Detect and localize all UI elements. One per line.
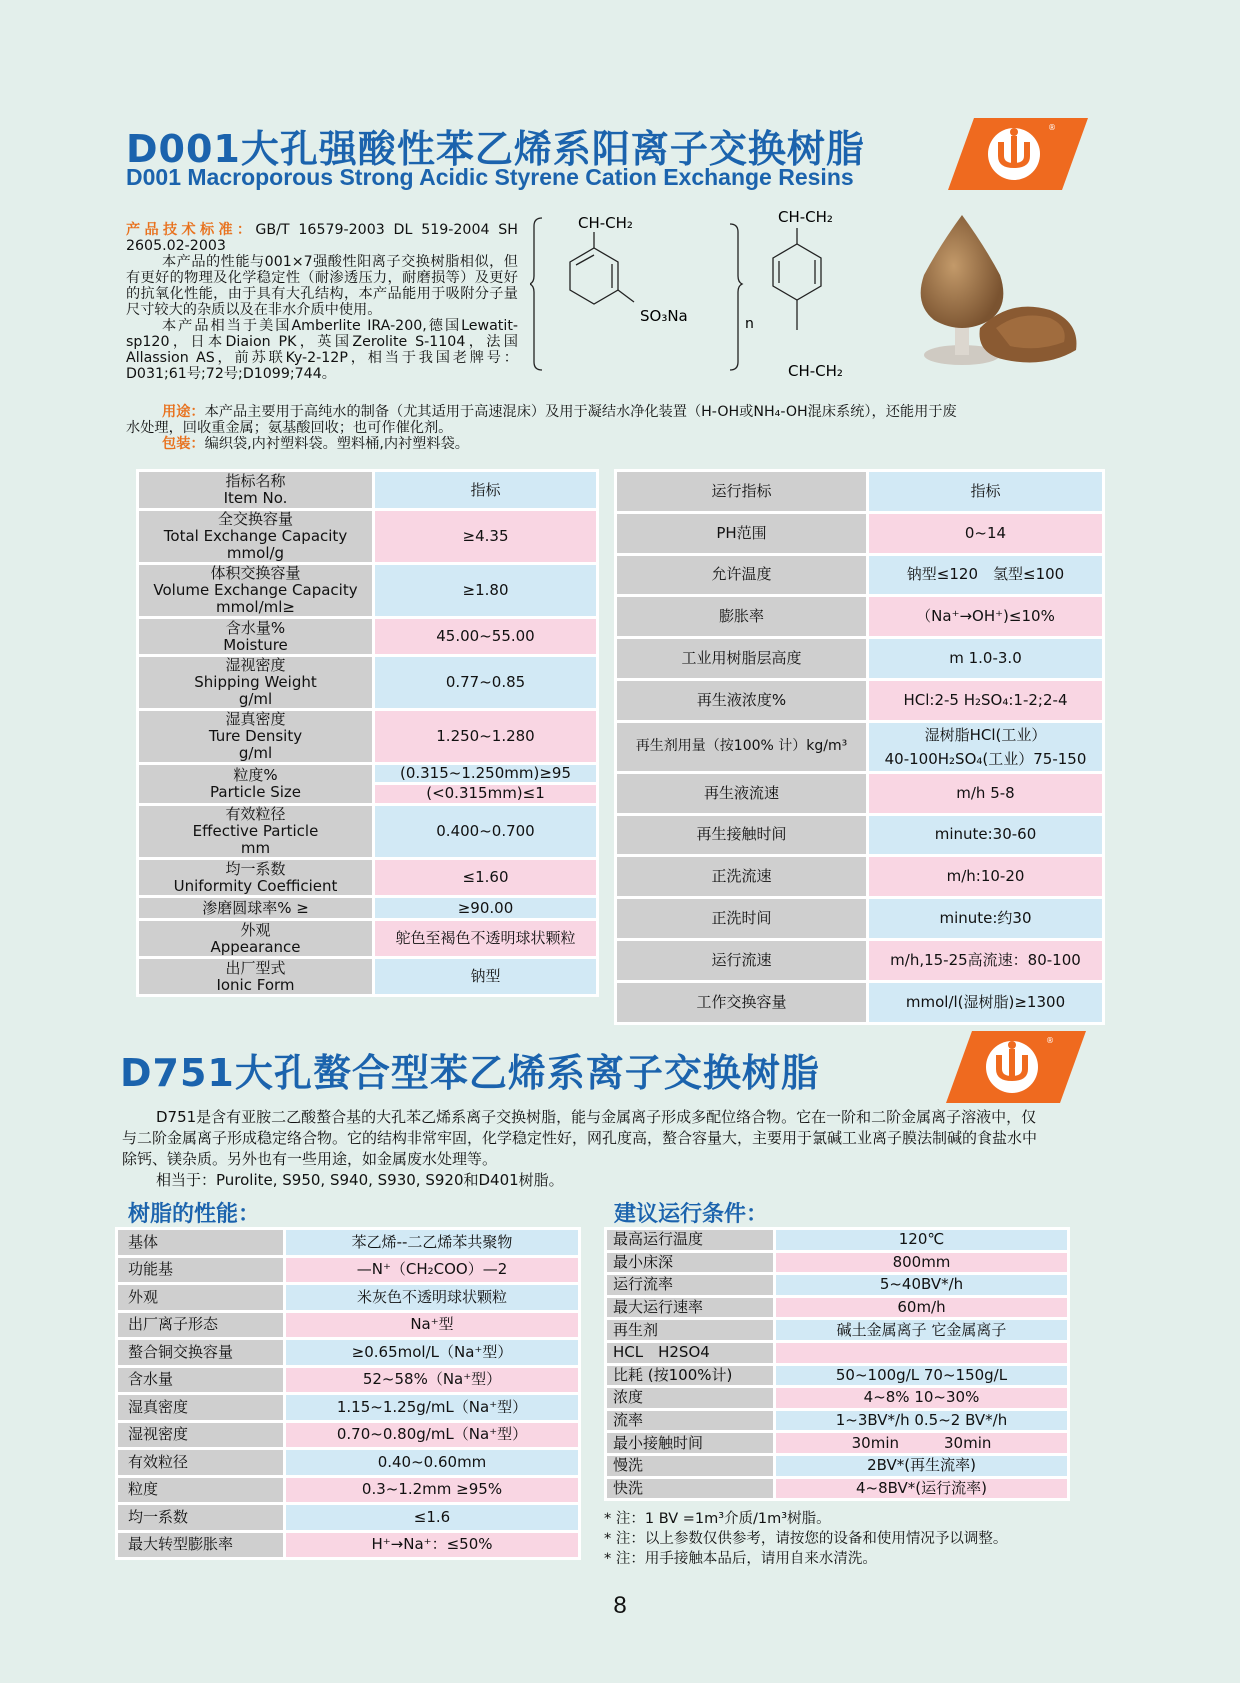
cond-row-name: 最高运行温度 [607,1230,773,1250]
perf-row-value: 0.40~0.60mm [286,1450,578,1475]
op-row-name: 再生液浓度% [617,681,866,720]
formula-n: n [745,316,754,332]
pack-label: 包装： [162,436,205,452]
cond-row-name: 浓度 [607,1388,773,1408]
cond-section-title: 建议运行条件： [614,1202,769,1227]
perf-section-title: 树脂的性能： [128,1202,261,1227]
formula-group-2: SO₃Na [640,307,688,325]
cond-row-name: 最小床深 [607,1253,773,1273]
formula-group-1: CH-CH₂ [578,214,633,232]
spec-row-value: 1.250~1.280 [375,711,596,762]
company-logo-icon [948,118,1088,190]
spec-row-name: 粒度% Particle Size [139,765,372,803]
cond-row-name: HCL H2SO4 [607,1343,773,1363]
cond-row-name: 最小接触时间 [607,1433,773,1453]
perf-row-value: ≥0.65mol/L（Na⁺型） [286,1340,578,1365]
perf-row-value: 苯乙烯--二乙烯苯共聚物 [286,1230,578,1255]
spec-head-name: 指标名称 Item No. [139,472,372,508]
op-row-value: HCl:2-5 H₂SO₄:1-2;2-4 [869,681,1102,720]
op-row-value: 湿树脂HCl(工业） 40-100H₂SO₄(工业）75-150 [869,723,1102,771]
d001-title-en: D001 Macroporous Strong Acidic Styrene Cation Exchange Resins [126,164,854,190]
perf-row-name: 外观 [118,1285,283,1310]
d001-usage [126,404,966,452]
perf-row-value: Na⁺型 [286,1313,578,1338]
perf-row-name: 含水量 [118,1368,283,1393]
formula-group-3: CH-CH₂ [778,210,833,226]
op-row-name: 再生液流速 [617,774,866,813]
op-row-value: m/h,15-25高流速：80-100 [869,941,1102,980]
cond-row-name: 慢洗 [607,1456,773,1476]
spec-row-name: 全交换容量 Total Exchange Capacity mmol/g [139,511,372,562]
op-row-name: 再生剂用量（按100% 计）kg/m³ [617,723,866,771]
usage-text: 本产品主要用于高纯水的制备（尤其适用于高速混床）及用于凝结水净化装置（H-OH或NH₄-OH混床系统），还能用于废水处理，回收重金属；氨基酸回收；也可作催化剂。 [126,404,957,436]
particle-size-cell [375,765,596,803]
perf-row-name: 湿真密度 [118,1395,283,1420]
spec-row-name: 含水量% Moisture [139,619,372,654]
op-row-name: 膨胀率 [617,597,866,636]
spec-row-value: 45.00~55.00 [375,619,596,654]
resin-powder-image [900,210,1080,375]
d751-title-cn: D751大孔螯合型苯乙烯系离子交换树脂 [120,1051,820,1095]
perf-row-value: 0.70~0.80g/mL（Na⁺型） [286,1423,578,1448]
op-row-name: 运行流速 [617,941,866,980]
perf-row-value: 米灰色不透明球状颗粒 [286,1285,578,1310]
op-head-value: 指标 [869,472,1102,511]
pack-text: 编织袋,内衬塑料袋。塑料桶,内衬塑料袋。 [204,436,469,452]
company-logo-icon [946,1031,1086,1103]
op-row-value: 0~14 [869,514,1102,553]
d001-intro [126,222,518,382]
op-row-value: （Na⁺→OH⁺)≤10% [869,597,1102,636]
op-row-value: minute:30-60 [869,816,1102,855]
cond-row-name: 快洗 [607,1479,773,1499]
perf-row-value: 0.3~1.2mm ≥95% [286,1478,578,1503]
notes [604,1509,1007,1569]
perf-row-name: 有效粒径 [118,1450,283,1475]
d001-para2: 本产品相当于美国Amberlite IRA-200,德国Lewatit-sp120，日本Diaion PK，英国Zerolite S-1104，法国Allassion AS，前苏联Ky-2-12P，相当于我国老牌号：D031;61号;72号;D1099;744。 [126,318,518,382]
cond-row-name: 比耗 (按100%计) [607,1366,773,1386]
d751-condition-table [604,1227,1070,1501]
cond-row-name: 最大运行速率 [607,1298,773,1318]
perf-row-value: H⁺→Na⁺：≤50% [286,1533,578,1558]
spec-row-name: 湿视密度 Shipping Weight g/ml [139,657,372,708]
spec-row-value: ≤1.60 [375,860,596,895]
cond-row-value: 2BV*(再生流率) [776,1456,1067,1476]
d751-desc-text: D751是含有亚胺二乙酸螯合基的大孔苯乙烯系离子交换树脂，能与金属离子形成多配位络合物。它在一阶和二阶金属离子溶液中，仅与二阶金属离子形成稳定络合物。它的结构非常牢固，化学稳定性好，网孔度高，螯合容量大，主要用于氯碱工业离子膜法制碱的食盐水中除钙、镁杂质。另外也有一些用途，如金属废水处理等。 [122,1108,1038,1168]
op-row-name: 再生接触时间 [617,816,866,855]
d751-equiv-text: 相当于：Purolite, S950, S940, S930, S920和D401树脂。 [156,1171,564,1189]
d751-performance-table [115,1227,581,1560]
cond-row-value: 5~40BV*/h [776,1275,1067,1295]
op-row-name: 正洗流速 [617,857,866,896]
perf-row-name: 湿视密度 [118,1423,283,1448]
formula-group-4: CH-CH₂ [788,362,843,380]
cond-row-value: 碱土金属离子 它金属离子 [776,1320,1067,1340]
perf-row-name: 功能基 [118,1258,283,1283]
spec-row-name: 外观 Appearance [139,921,372,956]
spec-row-name: 均一系数 Uniformity Coefficient [139,860,372,895]
d001-para1: 本产品的性能与001×7强酸性阳离子交换树脂相似，但有更好的物理及化学稳定性（耐渗透压力，耐磨损等）及更好的抗氧化性能，由于具有大孔结构，本产品能用于吸附分子量尺寸较大的杂质以及在非水介质中使用。 [126,254,518,318]
perf-row-value: 52~58%（Na⁺型） [286,1368,578,1393]
spec-row-value2: (<0.315mm)≤1 [375,785,596,803]
cond-row-value: 4~8% 10~30% [776,1388,1067,1408]
perf-row-name: 螯合铜交换容量 [118,1340,283,1365]
cond-row-value: 800mm [776,1253,1067,1273]
op-row-value: minute:约30 [869,899,1102,938]
spec-row-name: 体积交换容量 Volume Exchange Capacity mmol/ml≥ [139,565,372,616]
op-head-name: 运行指标 [617,472,866,511]
d001-operation-table [614,469,1105,1025]
svg-text:®: ® [1046,1036,1054,1045]
structural-formula [530,210,910,385]
standard-label: 产品技术标准： [126,222,256,238]
spec-row-value: 0.400~0.700 [375,806,596,857]
op-row-name: 正洗时间 [617,899,866,938]
spec-row-value: 钠型 [375,959,596,994]
spec-row-value: (0.315~1.250mm)≥95 [375,765,596,782]
spec-row-value: ≥4.35 [375,511,596,562]
cond-row-value [776,1343,1067,1363]
perf-row-value: ≤1.6 [286,1505,578,1530]
d001-title-cn: D001大孔强酸性苯乙烯系阳离子交换树脂 [126,127,865,171]
op-row-value: 钠型≤120 氢型≤100 [869,556,1102,595]
spec-row-value: ≥1.80 [375,565,596,616]
op-row-name: 工业用树脂层高度 [617,639,866,678]
standard-text: GB/T 16579-2003 DL 519-2004 SH 2605.02-2003 [126,222,518,254]
op-row-value: m 1.0-3.0 [869,639,1102,678]
d001-spec-table [136,469,599,997]
spec-row-name: 有效粒径 Effective Particle mm [139,806,372,857]
spec-row-name: 出厂型式 Ionic Form [139,959,372,994]
perf-row-name: 均一系数 [118,1505,283,1530]
cond-row-value: 4~8BV*(运行流率) [776,1479,1067,1499]
cond-row-value: 120℃ [776,1230,1067,1250]
cond-row-name: 运行流率 [607,1275,773,1295]
cond-row-name: 再生剂 [607,1320,773,1340]
perf-row-name: 最大转型膨胀率 [118,1533,283,1558]
perf-row-name: 出厂离子形态 [118,1313,283,1338]
op-row-name: PH范围 [617,514,866,553]
cond-row-value: 1~3BV*/h 0.5~2 BV*/h [776,1411,1067,1431]
spec-row-name: 渗磨圆球率% ≥ [139,898,372,918]
note-line: * 注：用手接触本品后，请用自来水清洗。 [604,1551,877,1567]
note-line: * 注：以上参数仅供参考，请按您的设备和使用情况予以调整。 [604,1531,1008,1547]
cond-row-value: 30min 30min [776,1433,1067,1453]
perf-row-name: 粒度 [118,1478,283,1503]
op-row-value: m/h 5-8 [869,774,1102,813]
usage-label: 用途： [162,404,205,420]
spec-row-value: 0.77~0.85 [375,657,596,708]
spec-row-name: 湿真密度 Ture Density g/ml [139,711,372,762]
perf-row-value: —N⁺（CH₂COO）—2 [286,1258,578,1283]
cond-row-name: 流率 [607,1411,773,1431]
op-row-value: m/h:10-20 [869,857,1102,896]
op-row-name: 允许温度 [617,556,866,595]
perf-row-value: 1.15~1.25g/mL（Na⁺型） [286,1395,578,1420]
op-row-value: mmol/l(湿树脂)≥1300 [869,983,1102,1022]
op-row-name: 工作交换容量 [617,983,866,1022]
perf-row-name: 基体 [118,1230,283,1255]
cond-row-value: 60m/h [776,1298,1067,1318]
note-line: * 注：1 BV =1m³介质/1m³树脂。 [604,1511,831,1527]
d751-description [122,1107,1042,1191]
spec-row-value: 鸵色至褐色不透明球状颗粒 [375,921,596,956]
spec-row-value: ≥90.00 [375,898,596,918]
spec-head-value: 指标 [375,472,596,508]
cond-row-value: 50~100g/L 70~150g/L [776,1366,1067,1386]
svg-text:®: ® [1048,123,1056,132]
page-number: 8 [613,1592,627,1619]
